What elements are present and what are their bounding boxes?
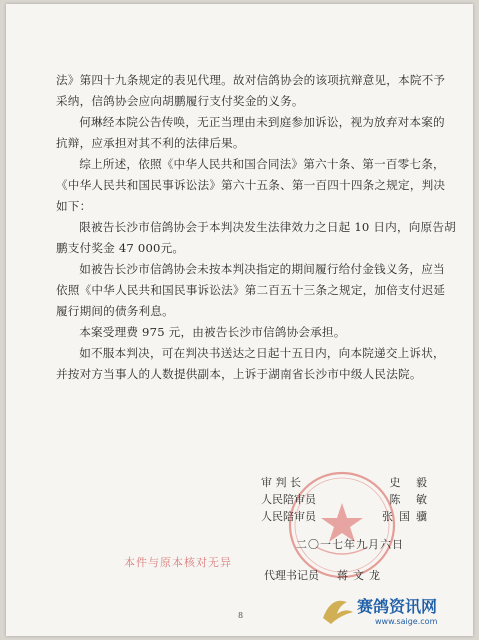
signature-role: 人民陪审员 bbox=[261, 493, 316, 506]
watermark-brand: 赛鸽资讯网 bbox=[357, 597, 438, 616]
pigeon-icon bbox=[323, 601, 353, 624]
signature-row bbox=[261, 491, 461, 508]
verification-stamp: 本件与原本核对无异 bbox=[124, 556, 232, 569]
judgment-date: 二〇一七年九月六日 bbox=[296, 538, 404, 551]
document-page bbox=[6, 4, 473, 636]
paragraph: 综上所述，依照《中华人民共和国合同法》第六十条、第一百零七条，《中华人民共和国民事诉讼法》第六十五条、第一百四十四条之规定，判决如下： bbox=[56, 157, 446, 213]
paragraph: 如被告长沙市信鸽协会未按本判决指定的期间履行给付金钱义务，应当依照《中华人民共和国民事诉讼法》第二百五十三条之规定，加倍支付迟延履行期间的债务利息。 bbox=[56, 262, 446, 318]
page-number: 8 bbox=[238, 611, 244, 620]
paragraph: 法》第四十九条规定的表见代理。故对信鸽协会的该项抗辩意见，本院不予采纳，信鸽协会应向胡鹏履行支付奖金的义务。 bbox=[56, 73, 446, 108]
watermark-logo bbox=[317, 588, 467, 630]
signature-name: 张国骥 bbox=[382, 510, 433, 523]
signature-role: 审 判 长 bbox=[261, 476, 301, 489]
clerk-line bbox=[264, 567, 385, 583]
judgment-body bbox=[56, 70, 456, 385]
watermark-url: www.saige.com bbox=[375, 617, 438, 626]
paragraph: 限被告长沙市信鸽协会于本判决发生法律效力之日起 10 日内，向原告胡鹏支付奖金 47 000元。 bbox=[56, 220, 456, 255]
paragraph: 如不服本判决，可在判决书送达之日起十五日内，向本院递交上诉状，并按对方当事人的人数提供副本，上诉于湖南省长沙市中级人民法院。 bbox=[56, 346, 445, 381]
clerk-role: 代理书记员 bbox=[264, 569, 319, 582]
paragraph: 何琳经本院公告传唤，无正当理由未到庭参加诉讼，视为放弃对本案的抗辩，应承担对其不利的法律后果。 bbox=[56, 115, 445, 150]
signature-name: 陈 敏 bbox=[389, 493, 433, 506]
signature-row bbox=[261, 508, 461, 525]
signature-name: 史 毅 bbox=[389, 476, 433, 489]
signature-block bbox=[261, 474, 461, 525]
clerk-name: 蒋文龙 bbox=[337, 569, 385, 582]
signature-row bbox=[261, 474, 461, 491]
signature-role: 人民陪审员 bbox=[261, 510, 316, 523]
paragraph: 本案受理费 975 元，由被告长沙市信鸽协会承担。 bbox=[79, 325, 346, 339]
